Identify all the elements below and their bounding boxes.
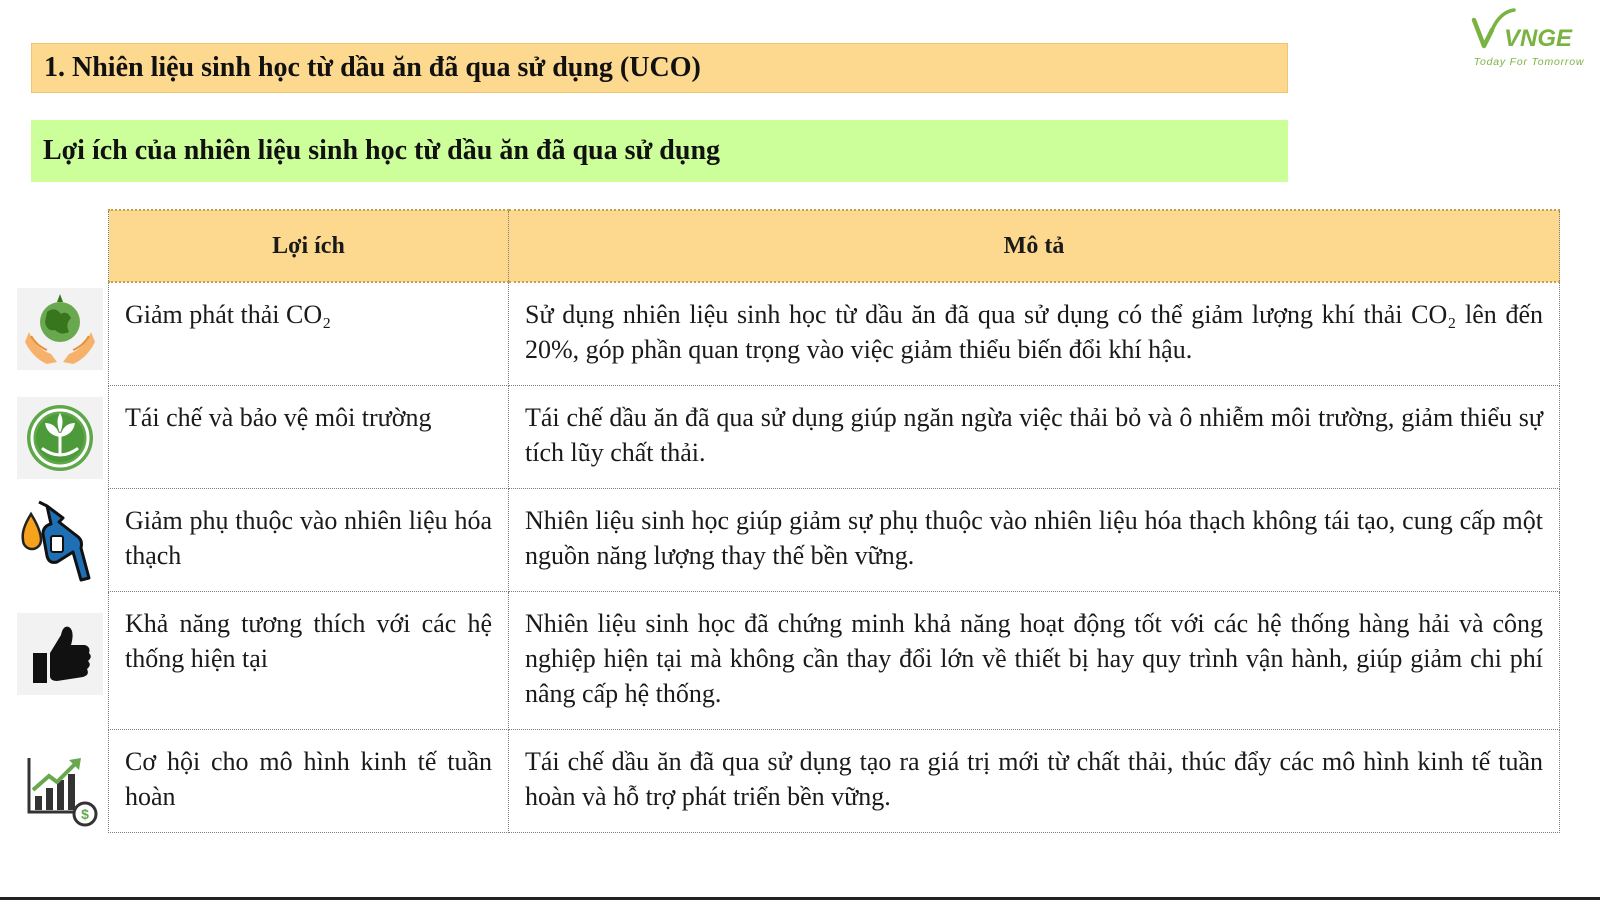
description-cell: Nhiên liệu sinh học giúp giảm sự phụ thuộc vào nhiên liệu hóa thạch không tái tạo, cung cấp một nguồn năng lượng thay thế bền vững.: [509, 489, 1560, 592]
fuel-nozzle-icon: [17, 500, 103, 582]
header-description: Mô tả: [509, 210, 1560, 282]
growth-chart-icon: [17, 748, 103, 830]
brand-logo: [1462, 6, 1596, 76]
logo-tagline: Today For Tomorrow: [1473, 56, 1585, 68]
table-row: [109, 386, 1560, 489]
hands-earth-icon: [17, 288, 103, 370]
eco-plant-icon: [17, 397, 103, 479]
table-row: [109, 592, 1560, 730]
vnge-logo-mark: [1470, 6, 1590, 54]
description-cell: Sử dụng nhiên liệu sinh học từ dầu ăn đã qua sử dụng có thể giảm lượng khí thải CO₂ lên đến 20%, góp phần quan trọng vào việc giảm thiểu biến đổi khí hậu.: [509, 282, 1560, 386]
thumbs-up-icon: [17, 613, 103, 695]
table-row: [109, 282, 1560, 386]
benefits-table: [108, 209, 1560, 833]
benefit-cell: Giảm phát thải CO₂: [109, 282, 509, 386]
benefit-cell: Khả năng tương thích với các hệ thống hiện tại: [109, 592, 509, 730]
section-title: 1. Nhiên liệu sinh học từ dầu ăn đã qua sử dụng (UCO): [31, 43, 1288, 93]
description-cell: Nhiên liệu sinh học đã chứng minh khả năng hoạt động tốt với các hệ thống hàng hải và công nghiệp hiện tại mà không cần thay đổi lớn về thiết bị hay quy trình vận hành, giúp giảm chi phí nâng cấp hệ thống.: [509, 592, 1560, 730]
header-benefit: Lợi ích: [109, 210, 509, 282]
table-header-row: [109, 210, 1560, 282]
svg-text:$: $: [81, 806, 89, 822]
table-row: [109, 730, 1560, 833]
section-subtitle: Lợi ích của nhiên liệu sinh học từ dầu ăn đã qua sử dụng: [31, 120, 1288, 182]
benefit-cell: Cơ hội cho mô hình kinh tế tuần hoàn: [109, 730, 509, 833]
benefit-cell: Tái chế và bảo vệ môi trường: [109, 386, 509, 489]
description-cell: Tái chế dầu ăn đã qua sử dụng giúp ngăn ngừa việc thải bỏ và ô nhiễm môi trường, giảm thiểu sự tích lũy chất thải.: [509, 386, 1560, 489]
benefit-cell: Giảm phụ thuộc vào nhiên liệu hóa thạch: [109, 489, 509, 592]
description-cell: Tái chế dầu ăn đã qua sử dụng tạo ra giá trị mới từ chất thải, thúc đẩy các mô hình kinh tế tuần hoàn và hỗ trợ phát triển bền vững.: [509, 730, 1560, 833]
logo-brand-text: VNGE: [1504, 25, 1573, 52]
table-row: [109, 489, 1560, 592]
